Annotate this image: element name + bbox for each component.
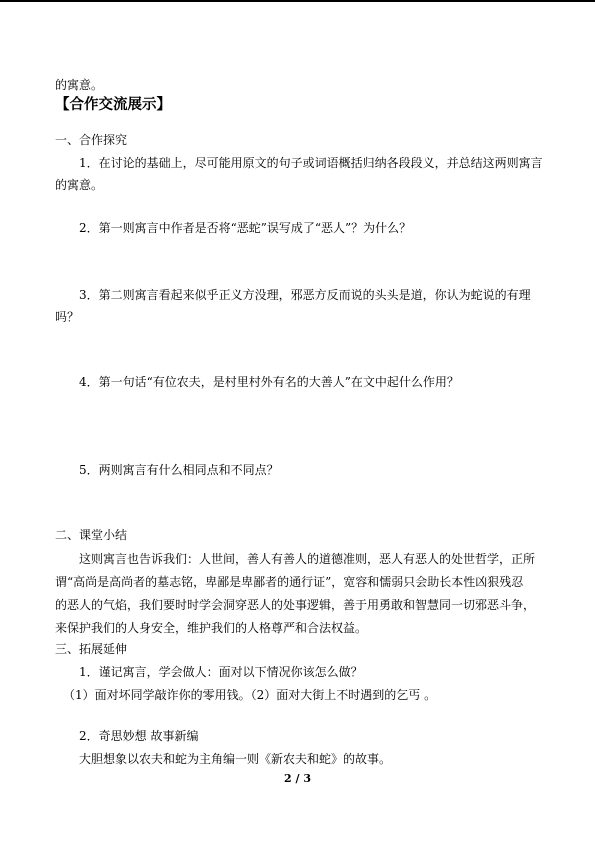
question-4: 4．第一句话“有位农夫，是村里村外有名的大善人”在文中起什么作用？ [79,375,459,389]
page-number: 2 / 3 [284,772,311,785]
text-line: 的寓意。 [55,78,104,92]
question-1: 1．在讨论的基础上，尽可能用原文的句子或词语概括归纳各段段义，并总结这两则寓言 [79,156,543,170]
extension-2: 2．奇思妙想 故事新编 [79,729,199,743]
question-2: 2．第一则寓言中作者是否将“恶蛇”误写成了“恶人”？为什么？ [79,221,412,235]
section-heading: 【合作交流展示】 [55,97,171,113]
question-1-cont: 的寓意。 [55,178,104,192]
extension-2-body: 大胆想象以农夫和蛇为主角编一则《新农夫和蛇》的故事。 [79,752,392,766]
summary-line: 谓“高尚是高尚者的墓志铭，卑鄙是卑鄙者的通行证”，宽容和懦弱只会助长本性凶狠残忍 [55,575,524,589]
question-3: 3．第二则寓言看起来似乎正义方没理，邪恶方反而说的头头是道，你认为蛇说的有理 [79,288,531,302]
section-title: 一、合作探究 [55,133,128,147]
extension-1-cases: （1）面对坏同学敲诈你的零用钱。（2）面对大街上不时遇到的乞丐 。 [63,688,437,702]
question-3-cont: 吗？ [55,310,80,324]
extension-1: 1．谨记寓言，学会做人：面对以下情况你该怎么做？ [79,665,363,679]
question-5: 5．两则寓言有什么相同点和不同点？ [79,463,279,477]
section-title: 三、拓展延伸 [55,642,128,656]
summary-line: 来保护我们的人身安全，维护我们的人格尊严和合法权益。 [55,621,368,635]
summary-line: 的恶人的气焰，我们要时时学会洞穿恶人的处事逻辑，善于用勇敢和智慧同一切邪恶斗争， [55,598,536,612]
top-rule [0,0,595,2]
section-title: 二、课堂小结 [55,528,128,542]
summary-line: 这则寓言也告诉我们：人世间，善人有善人的道德准则，恶人有恶人的处世哲学，正所 [79,552,536,566]
